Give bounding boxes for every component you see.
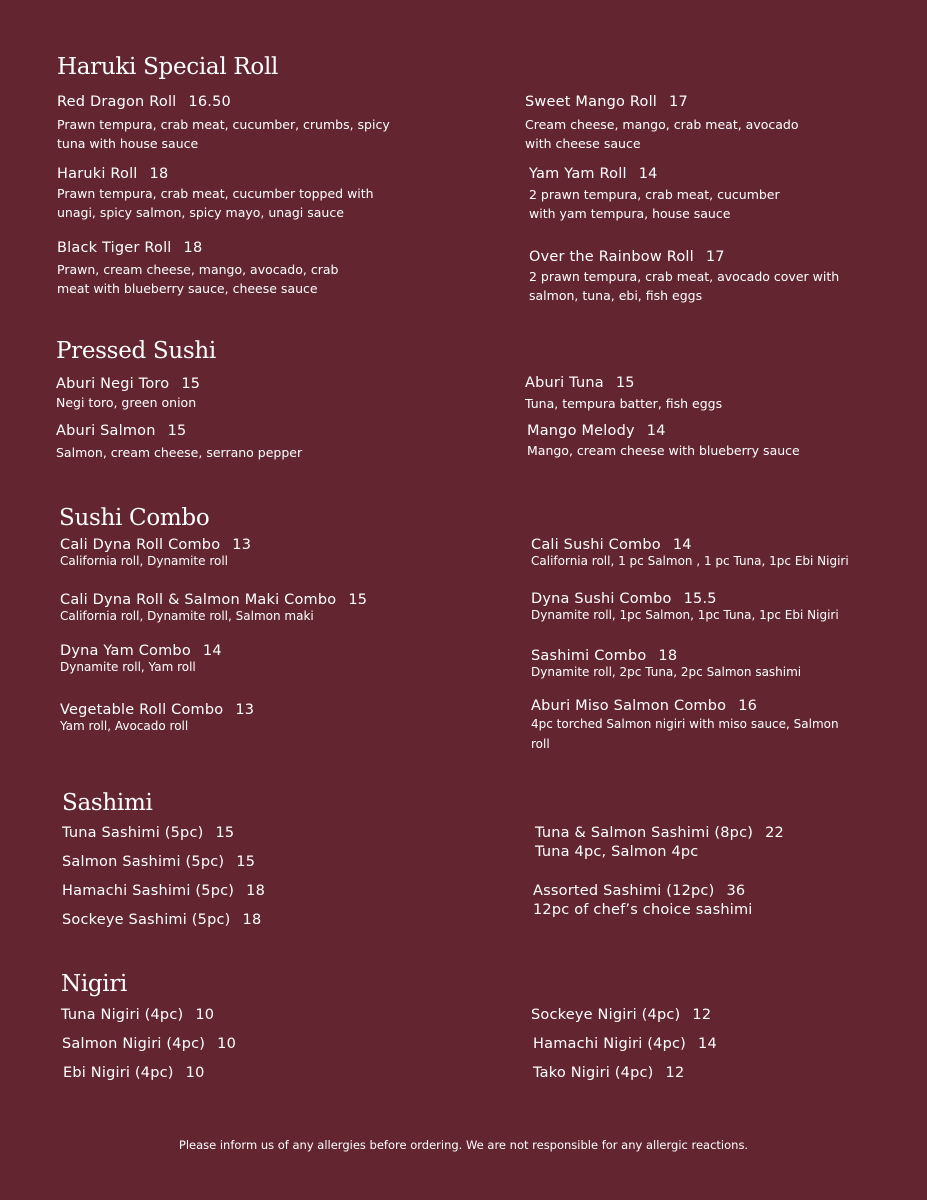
item-label: Sashimi Combo — [531, 648, 647, 664]
item-label: Hamachi Sashimi (5pc) — [62, 883, 235, 899]
item-price: 36 — [726, 883, 746, 899]
item-label: Tako Nigiri (4pc) — [533, 1065, 654, 1081]
item-price: 14 — [202, 643, 222, 659]
item-price: 15.5 — [683, 591, 717, 607]
item-name — [60, 537, 251, 553]
item-description: Tuna, tempura batter, fish eggs — [525, 396, 723, 411]
item-name — [527, 423, 800, 439]
allergy-notice: Please inform us of any allergies before ordering. We are not responsible for any allergic reactions. — [178, 1138, 749, 1152]
item-label: Aburi Tuna — [525, 375, 604, 391]
item-description: Dynamite roll, Yam roll — [60, 660, 196, 674]
item-label: Salmon Sashimi (5pc) — [62, 854, 225, 870]
item-description: Dynamite roll, 2pc Tuna, 2pc Salmon sashimi — [531, 665, 802, 679]
item-label: Sockeye Sashimi (5pc) — [62, 912, 231, 928]
menu-item — [533, 1065, 684, 1081]
section-title-combo: Sushi Combo — [59, 505, 210, 531]
item-name — [57, 166, 374, 182]
item-description: Salmon, cream cheese, serrano pepper — [56, 445, 303, 460]
item-description: Dynamite roll, 1pc Salmon, 1pc Tuna, 1pc Ebi Nigiri — [531, 608, 839, 622]
item-price: 13 — [235, 702, 255, 718]
item-label: Vegetable Roll Combo — [60, 702, 224, 718]
item-label: Red Dragon Roll — [57, 94, 177, 110]
item-description: California roll, Dynamite roll, Salmon maki — [60, 609, 314, 623]
item-price: 15 — [215, 825, 235, 841]
menu-item — [57, 166, 374, 222]
item-price: 15 — [236, 854, 256, 870]
item-price: 18 — [242, 912, 262, 928]
menu-item — [527, 423, 800, 460]
item-label: Tuna Sashimi (5pc) — [62, 825, 204, 841]
menu-item — [529, 249, 839, 305]
item-name — [531, 591, 839, 607]
item-description: Prawn tempura, crab meat, cucumber topped with unagi, spicy salmon, spicy mayo, unagi sauce — [57, 186, 374, 220]
item-price: 14 — [646, 423, 666, 439]
item-label: Cali Dyna Roll Combo — [60, 537, 221, 553]
menu-item — [533, 883, 753, 918]
section-title-nigiri: Nigiri — [61, 971, 128, 997]
menu-item — [62, 854, 255, 870]
item-price: 16.50 — [188, 94, 231, 110]
item-price: 15 — [167, 423, 187, 439]
item-label: Tuna Nigiri (4pc) — [61, 1007, 184, 1023]
item-price: 15 — [615, 375, 635, 391]
item-label: Hamachi Nigiri (4pc) — [533, 1036, 687, 1052]
item-name — [56, 423, 302, 439]
item-name — [531, 648, 801, 664]
item-price: 18 — [658, 648, 678, 664]
item-label: Sweet Mango Roll — [525, 94, 658, 110]
section-title-pressed: Pressed Sushi — [56, 338, 216, 364]
item-description: Prawn tempura, crab meat, cucumber, crumbs, spicy tuna with house sauce — [57, 117, 390, 151]
menu-item — [525, 94, 798, 153]
item-label: Cali Dyna Roll & Salmon Maki Combo — [60, 592, 337, 608]
item-price: 14 — [672, 537, 692, 553]
item-name — [531, 698, 839, 714]
item-description: 12pc of chef’s choice sashimi — [533, 902, 753, 918]
menu-item — [60, 592, 367, 625]
item-price: 18 — [246, 883, 265, 899]
item-description: Yam roll, Avocado roll — [60, 719, 189, 733]
menu-item — [529, 166, 780, 223]
item-price: 13 — [232, 537, 252, 553]
menu-item — [62, 825, 234, 841]
item-price: 12 — [665, 1065, 685, 1081]
menu-item — [60, 643, 222, 676]
item-description: California roll, 1 pc Salmon , 1 pc Tuna, 1pc Ebi Nigiri — [531, 554, 849, 568]
item-price: 10 — [217, 1036, 236, 1052]
item-price: 16 — [738, 698, 758, 714]
item-description: Tuna 4pc, Salmon 4pc — [535, 844, 699, 860]
menu-item — [60, 702, 254, 735]
item-description: Mango, cream cheese with blueberry sauce — [527, 443, 800, 458]
menu-item — [533, 1036, 717, 1052]
item-price: 22 — [765, 825, 784, 841]
item-price: 17 — [705, 249, 725, 265]
menu-item — [531, 698, 839, 754]
item-label: Sockeye Nigiri (4pc) — [531, 1007, 681, 1023]
item-name — [60, 702, 254, 718]
item-name — [57, 240, 338, 256]
item-description: 2 prawn tempura, crab meat, avocado cover with salmon, tuna, ebi, fish eggs — [529, 269, 840, 303]
item-label: Haruki Roll — [57, 166, 138, 182]
menu-item — [62, 883, 265, 899]
item-label: Yam Yam Roll — [529, 166, 627, 182]
menu-item — [63, 1065, 205, 1081]
menu-item — [531, 1007, 711, 1023]
item-name — [525, 94, 798, 110]
item-name — [60, 643, 222, 659]
item-price: 18 — [183, 240, 203, 256]
menu-item — [525, 375, 722, 413]
item-description: Negi toro, green onion — [56, 395, 197, 410]
menu-item — [56, 423, 302, 462]
menu-item — [531, 591, 839, 624]
item-name — [535, 825, 784, 841]
item-name — [56, 376, 200, 392]
item-description: 2 prawn tempura, crab meat, cucumber with yam tempura, house sauce — [529, 187, 780, 221]
item-price: 12 — [692, 1007, 712, 1023]
item-name — [525, 375, 722, 391]
item-name — [533, 883, 753, 899]
menu-item — [62, 912, 261, 928]
item-price: 14 — [698, 1036, 717, 1052]
item-price: 10 — [195, 1007, 215, 1023]
item-label: Ebi Nigiri (4pc) — [63, 1065, 174, 1081]
item-name — [60, 592, 367, 608]
item-label: Over the Rainbow Roll — [529, 249, 694, 265]
item-label: Dyna Yam Combo — [60, 643, 191, 659]
menu-item — [57, 94, 390, 153]
item-label: Aburi Negi Toro — [56, 376, 170, 392]
menu-item — [62, 1036, 236, 1052]
item-description: Cream cheese, mango, crab meat, avocado with cheese sauce — [525, 117, 799, 151]
item-price: 14 — [638, 166, 658, 182]
menu-item — [61, 1007, 214, 1023]
section-title-sashimi: Sashimi — [62, 790, 153, 816]
item-price: 18 — [149, 166, 169, 182]
menu-item — [531, 648, 801, 681]
item-description: Prawn, cream cheese, mango, avocado, crab meat with blueberry sauce, cheese sauce — [57, 262, 339, 296]
item-description: California roll, Dynamite roll — [60, 554, 229, 568]
item-label: Assorted Sashimi (12pc) — [533, 883, 715, 899]
item-description: 4pc torched Salmon nigiri with miso sauce, Salmon roll — [531, 717, 839, 751]
menu-item — [531, 537, 849, 570]
item-name — [529, 249, 839, 265]
item-price: 15 — [181, 376, 201, 392]
item-price: 10 — [185, 1065, 205, 1081]
item-price: 17 — [669, 94, 688, 110]
item-label: Mango Melody — [527, 423, 635, 439]
item-label: Tuna & Salmon Sashimi (8pc) — [535, 825, 754, 841]
menu-item — [56, 376, 200, 412]
section-title-special: Haruki Special Roll — [57, 54, 279, 80]
menu-item — [57, 240, 338, 298]
menu-item — [60, 537, 251, 570]
item-label: Dyna Sushi Combo — [531, 591, 672, 607]
item-label: Salmon Nigiri (4pc) — [62, 1036, 206, 1052]
item-label: Cali Sushi Combo — [531, 537, 661, 553]
item-label: Aburi Miso Salmon Combo — [531, 698, 727, 714]
menu-item — [535, 825, 784, 860]
item-label: Aburi Salmon — [56, 423, 156, 439]
item-label: Black Tiger Roll — [57, 240, 172, 256]
item-name — [531, 537, 849, 553]
item-price: 15 — [348, 592, 368, 608]
item-name — [57, 94, 390, 110]
item-name — [529, 166, 780, 182]
